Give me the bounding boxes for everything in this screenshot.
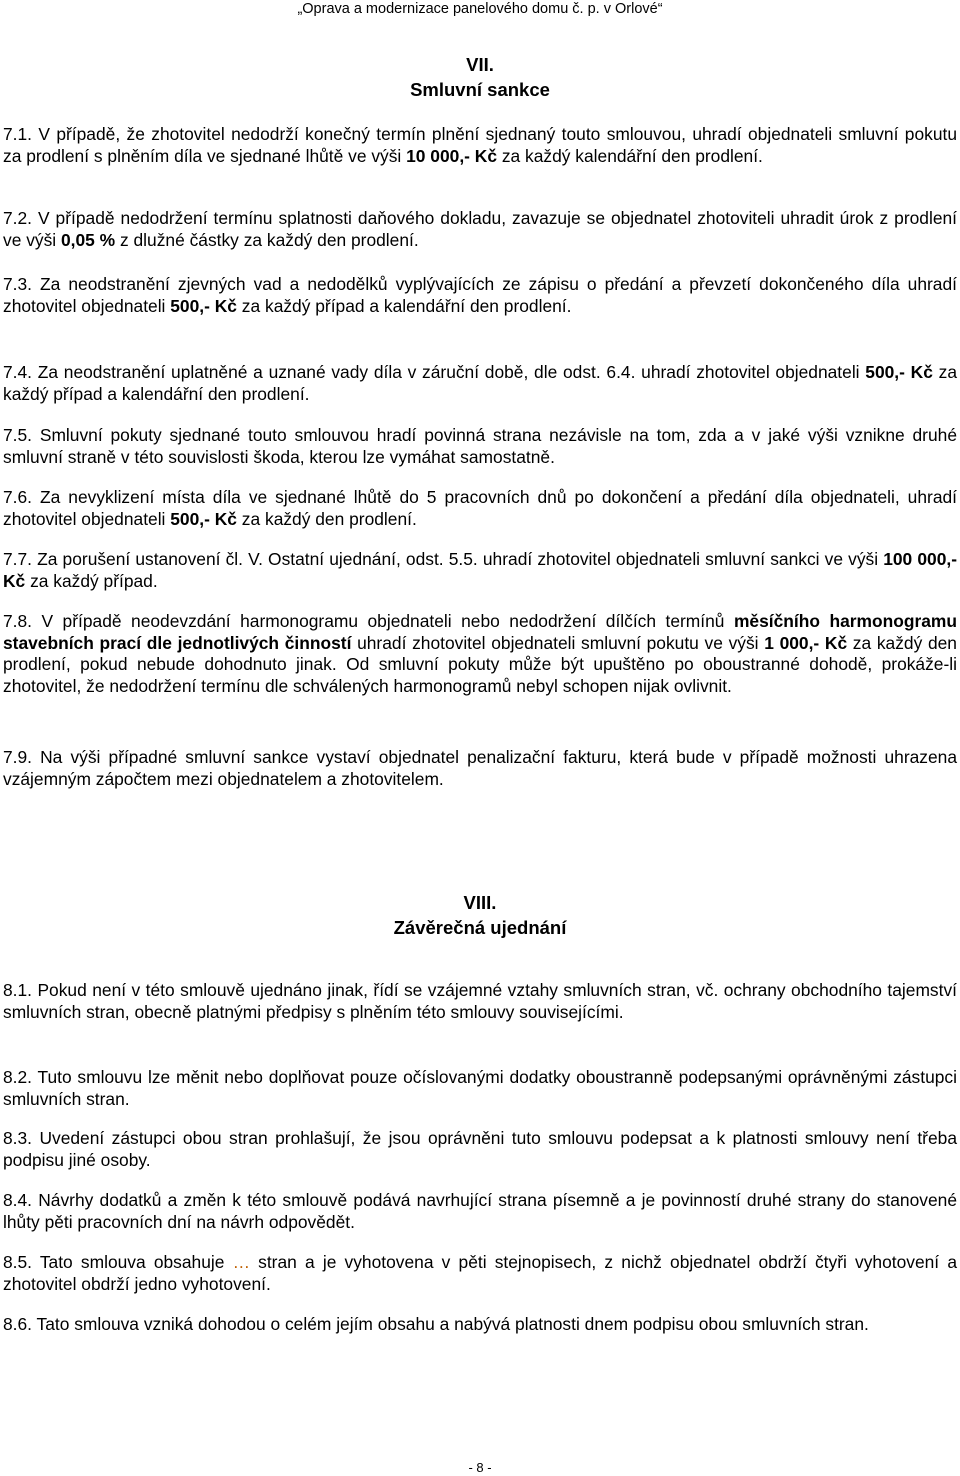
paragraph-7-3 [3,274,957,317]
text-run: 7.1. V případě, že zhotovitel nedodrží konečný termín plnění sjednaný touto smlouvou, uhradí objednateli smluvní pokutu za prodlení s plněním díla ve sjednané lhůtě ve výši [3,124,957,166]
text-run: 7.3. Za neodstranění zjevných vad a nedodělků vyplývajících ze zápisu o předání a převzetí dokončeného díla uhradí zhotovitel objednateli [3,274,957,316]
section-8-heading [0,890,960,940]
bold-text: 500,- Kč [170,295,237,316]
text-run: 7.5. Smluvní pokuty sjednané touto smlouvou hradí povinná strana nezávisle na tom, zda a v jaké výši vznikne druhé smluvní straně v této souvislosti škoda, kterou lze vymáhat samostatně. [3,425,957,467]
section-7-title: Smluvní sankce [410,79,550,100]
bold-text: 0,05 % [60,229,116,250]
text-run: uhradí zhotovitel objednateli smluvní pokutu ve výši [351,632,765,653]
section-7-heading [0,52,960,102]
bold-text: 500,- Kč [170,508,237,529]
section-8-title: Závěrečná ujednání [393,917,567,938]
text-run: 8.6. Tato smlouva vzniká dohodou o celém jejím obsahu a nabývá platnosti dnem podpisu obou smluvních stran. [3,1314,869,1334]
paragraph-8-2 [3,1067,957,1110]
paragraph-7-6 [3,487,957,530]
section-8-number: VIII. [463,892,497,913]
page-header: „Oprava a modernizace panelového domu č. p. v Orlové“ [297,1,663,17]
text-run: za každý kalendářní den prodlení. [497,145,763,166]
bold-text: 500,- Kč [865,362,933,382]
paragraph-8-1 [3,980,957,1023]
paragraph-7-1 [3,124,957,167]
text-run: 8.5. Tato smlouva obsahuje [3,1252,233,1272]
text-run: za každý den prodlení. [236,508,417,529]
paragraph-7-7 [3,549,957,592]
paragraph-8-5 [3,1252,957,1295]
text-run: 7.6. Za nevyklizení místa díla ve sjednané lhůtě do 5 pracovních dnů po dokončení a předání díla objednateli, uhradí zhotovitel objednateli [3,487,957,529]
text-run: 7.2. V případě nedodržení termínu splatnosti daňového dokladu, zavazuje se objednatel zhotoviteli uhradit úrok z prodlení ve výši [3,208,957,250]
paragraph-8-6 [3,1314,957,1336]
text-run: za každý případ a kalendářní den prodlení. [3,362,957,404]
text-run: 8.4. Návrhy dodatků a změn k této smlouvě podává navrhující strana písemně a je povinností druhé strany do stanovené lhůty pěti pracovních dní na návrh odpovědět. [3,1190,957,1232]
text-run: 8.3. Uvedení zástupci obou stran prohlašují, že jsou oprávněni tuto smlouvu podepsat a k platnosti smlouvy není třeba podpisu jiné osoby. [3,1128,957,1170]
text-run: za každý případ a kalendářní den prodlení. [236,295,572,316]
text-run: 7.9. Na výši případné smluvní sankce vystaví objednatel penalizační fakturu, která bude v případě možnosti uhrazena vzájemným zápočtem mezi objednatelem a zhotovitelem. [3,747,957,789]
text-run: stran a je vyhotovena v pěti stejnopisech, z nichž objednatel obdrží čtyři vyhotovení a zhotovitel obdrží jedno vyhotovení. [3,1252,957,1294]
paragraph-7-4 [3,362,957,405]
bold-text: měsíčního harmonogramu stavebních prací dle jednotlivých činností [3,611,957,653]
text-run: 7.4. Za neodstranění uplatněné a uznané vady díla v záruční době, dle odst. 6.4. uhradí zhotovitel objednateli [3,362,866,382]
placeholder-ellipsis: … [232,1252,250,1272]
text-run: 7.8. V případě neodevzdání harmonogramu objednateli nebo nedodržení dílčích termínů [3,611,734,631]
paragraph-8-3 [3,1128,957,1171]
text-run: 8.1. Pokud není v této smlouvě ujednáno jinak, řídí se vzájemné vztahy smluvních stran, vč. ochrany obchodního tajemství smluvních stran, obecně platnými předpisy s plněním této smlouvy souvisejícími. [3,980,957,1022]
paragraph-8-4 [3,1190,957,1233]
paragraph-7-9 [3,747,957,790]
text-run: z dlužné částky za každý den prodlení. [115,229,419,250]
section-7-number: VII. [466,54,494,75]
text-run: za každý den prodlení, pokud nebude dohodnuto jinak. Od smluvní pokuty může být upuštěno po oboustranné dohodě, prokáže-li zhotovitel, že nedodržení termínu dle schválených harmonogramů nebyl schopen nijak ovlivnit. [3,632,957,697]
page-number: - 8 - [468,1460,492,1475]
bold-text: 1 000,- Kč [764,632,848,653]
paragraph-7-5 [3,425,957,468]
bold-text: 10 000,- Kč [406,145,498,166]
paragraph-7-2 [3,208,957,251]
text-run: za každý případ. [25,570,158,591]
paragraph-7-8 [3,611,957,698]
bold-text: 100 000,- Kč [3,549,957,591]
text-run: 7.7. Za porušení ustanovení čl. V. Ostatní ujednání, odst. 5.5. uhradí zhotovitel objednateli smluvní sankci ve výši [3,549,884,569]
text-run: 8.2. Tuto smlouvu lze měnit nebo doplňovat pouze očíslovanými dodatky oboustranně podepsanými oprávněnými zástupci smluvních stran. [3,1067,957,1109]
